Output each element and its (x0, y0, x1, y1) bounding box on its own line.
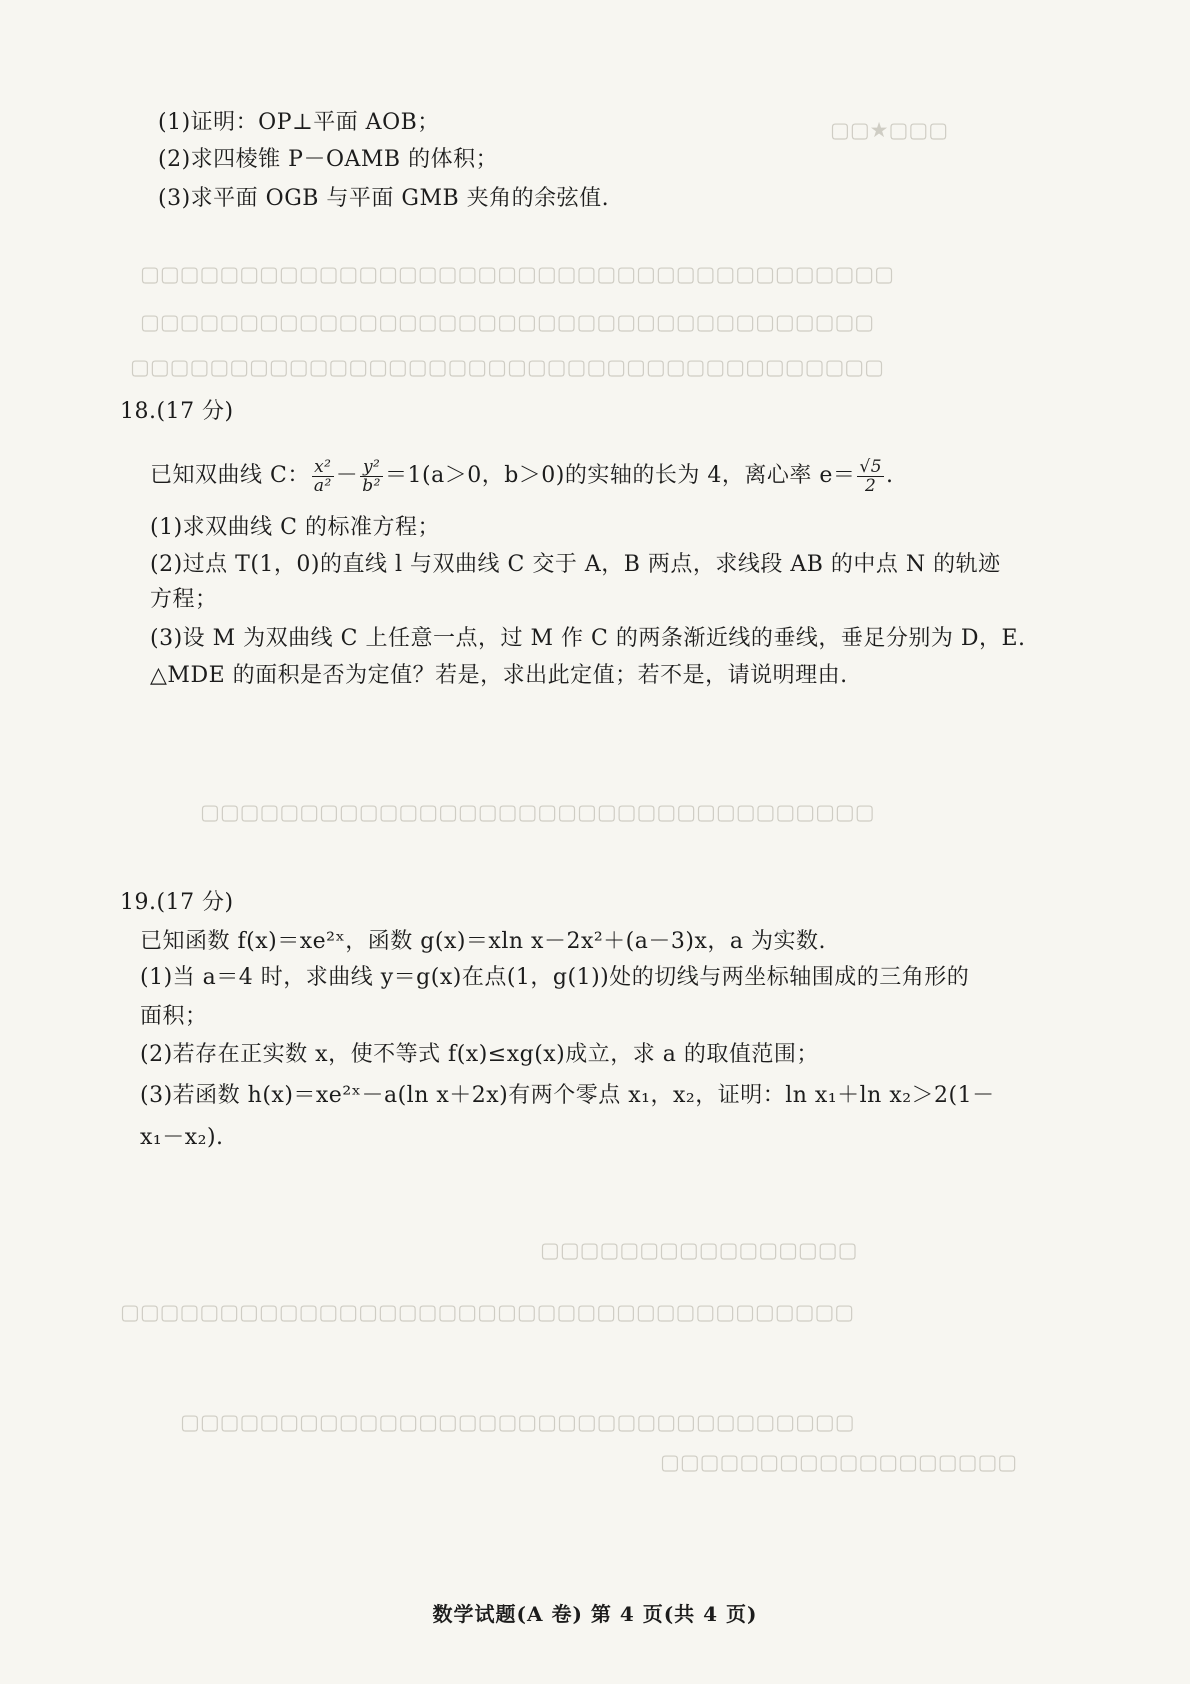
q18-part3-line1: (3)设 M 为双曲线 C 上任意一点，过 M 作 C 的两条渐近线的垂线，垂足分别为 D，E. (150, 626, 1026, 651)
q19-stem: 已知函数 f(x)＝xe²ˣ，函数 g(x)＝xln x－2x²＋(a－3)x，a 为实数. (140, 929, 826, 954)
fraction-numerator: x² (312, 458, 334, 477)
q19-part1-line1: (1)当 a＝4 时，求曲线 y＝g(x)在点(1，g(1))处的切线与两坐标轴围成的三角形的 (140, 965, 970, 990)
q18-part1: (1)求双曲线 C 的标准方程； (150, 515, 440, 540)
q18-part2-line2: 方程； (150, 587, 218, 612)
q18-stem-end: . (886, 463, 894, 488)
bleed-through-text: ▢▢▢▢▢▢▢▢▢▢▢▢▢▢▢▢▢▢▢▢▢▢▢▢▢▢▢▢▢▢▢▢▢▢▢▢▢▢ (140, 262, 894, 286)
bleed-through-text: ▢▢▢▢▢▢▢▢▢▢▢▢▢▢▢▢▢▢▢▢▢▢▢▢▢▢▢▢▢▢▢▢▢▢▢▢▢▢ (130, 355, 884, 379)
bleed-through-text: ▢▢▢▢▢▢▢▢▢▢▢▢▢▢▢▢▢▢▢▢▢▢▢▢▢▢▢▢▢▢▢▢▢▢▢▢▢ (140, 310, 875, 334)
bleed-through-text: ▢▢▢▢▢▢▢▢▢▢▢▢▢▢▢▢▢▢ (660, 1450, 1018, 1474)
q19-header: 19.(17 分) (120, 890, 234, 915)
fraction-denominator: b² (362, 475, 381, 496)
q18-part2-line1: (2)过点 T(1，0)的直线 l 与双曲线 C 交于 A，B 两点，求线段 AB 的中点 N 的轨迹 (150, 552, 1001, 577)
q19-part2: (2)若存在正实数 x，使不等式 f(x)≤xg(x)成立，求 a 的取值范围； (140, 1042, 819, 1067)
fraction-numerator: y² (360, 458, 383, 477)
q18-stem-prefix: 已知双曲线 C： (150, 463, 310, 488)
bleed-through-text: ▢▢▢▢▢▢▢▢▢▢▢▢▢▢▢▢▢▢▢▢▢▢▢▢▢▢▢▢▢▢▢▢▢▢▢▢▢ (120, 1300, 855, 1324)
page-footer: 数学试题(A 卷) 第 4 页(共 4 页) (432, 1602, 758, 1626)
q17-part1: (1)证明：OP⊥平面 AOB； (158, 110, 440, 135)
q18-header: 18.(17 分) (120, 399, 234, 424)
bleed-through-text: ▢▢★▢▢▢ (830, 118, 949, 142)
q18-stem (150, 456, 894, 496)
fraction-numerator: √5 (859, 456, 883, 477)
y2-over-b2-fraction (360, 458, 383, 495)
q19-part3-line1: (3)若函数 h(x)＝xe²ˣ－a(ln x＋2x)有两个零点 x₁，x₂，证明：ln x₁＋ln x₂＞2(1－ (140, 1083, 995, 1108)
eccentricity-fraction (857, 458, 884, 495)
q19-part1-line2: 面积； (140, 1004, 208, 1029)
fraction-denominator: a² (313, 475, 332, 496)
x2-over-a2-fraction (312, 458, 334, 495)
bleed-through-text: ▢▢▢▢▢▢▢▢▢▢▢▢▢▢▢▢▢▢▢▢▢▢▢▢▢▢▢▢▢▢▢▢▢▢ (180, 1410, 855, 1434)
q18-part3-line2: △MDE 的面积是否为定值？若是，求出此定值；若不是，请说明理由. (150, 663, 848, 688)
q17-part3: (3)求平面 OGB 与平面 GMB 夹角的余弦值. (158, 186, 610, 211)
bleed-through-text: ▢▢▢▢▢▢▢▢▢▢▢▢▢▢▢▢ (540, 1238, 858, 1262)
minus-sign: － (335, 463, 359, 488)
fraction-denominator: 2 (865, 475, 877, 496)
bleed-through-text: ▢▢▢▢▢▢▢▢▢▢▢▢▢▢▢▢▢▢▢▢▢▢▢▢▢▢▢▢▢▢▢▢▢▢ (200, 800, 875, 824)
q17-part2: (2)求四棱锥 P－OAMB 的体积； (158, 147, 499, 172)
q19-part3-line2: x₁－x₂). (140, 1125, 224, 1150)
q18-stem-middle: ＝1(a＞0，b＞0)的实轴的长为 4，离心率 e＝ (385, 463, 856, 488)
